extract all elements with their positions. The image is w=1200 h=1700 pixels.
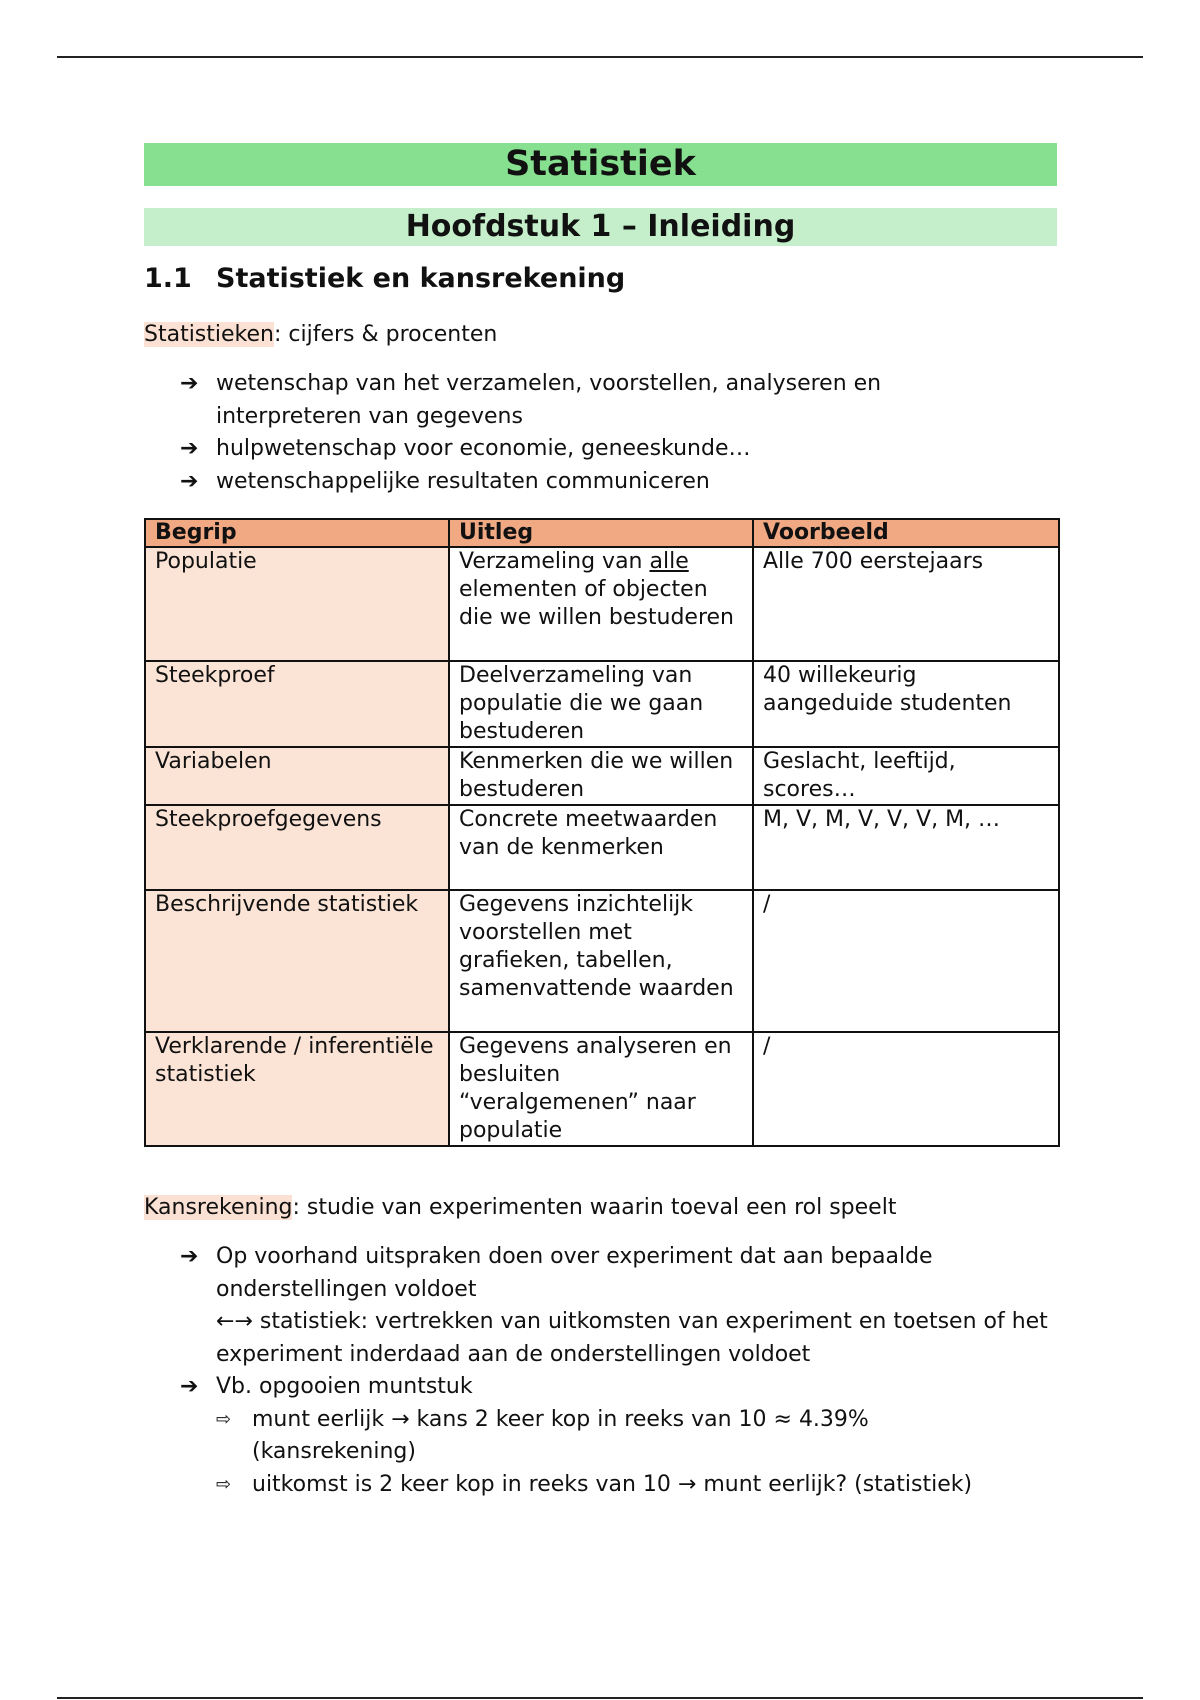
cell-voorbeeld: Alle 700 eerstejaars	[753, 547, 1059, 661]
contrast-note: ←→ statistiek: vertrekken van uitkomsten van experiment en toetsen of het experiment inderdaad aan de onderstellingen voldoet	[216, 1309, 1048, 1367]
bullet-text: wetenschap van het verzamelen, voorstellen, analyseren en interpreteren van gegevens	[216, 371, 882, 429]
cell-voorbeeld: Geslacht, leeftijd, scores…	[753, 747, 1059, 805]
cell-begrip: Verklarende / inferentiële statistiek	[145, 1032, 449, 1146]
table-row	[145, 890, 1059, 1032]
list-item	[180, 466, 940, 499]
column-header-voorbeeld: Voorbeeld	[753, 519, 1059, 547]
bullet-text: wetenschappelijke resultaten communiceren	[216, 468, 710, 494]
kansrekening-definition-text: : studie van experimenten waarin toeval een rol speelt	[292, 1195, 897, 1220]
cell-begrip: Variabelen	[145, 747, 449, 805]
outline-right-arrow-icon: ⇨	[216, 1408, 232, 1430]
bold-right-arrow-icon: ➔	[180, 468, 199, 494]
table-row	[145, 1032, 1059, 1146]
cell-voorbeeld: /	[753, 1032, 1059, 1146]
uitleg-text: Verzameling van	[459, 549, 650, 574]
sub-bullet-text: munt eerlijk → kans 2 keer kop in reeks van 10 ≈ 4.39% (kansrekening)	[252, 1406, 869, 1464]
definitions-table	[144, 518, 1060, 1147]
cell-voorbeeld: /	[753, 890, 1059, 1032]
bullet-text: Op voorhand uitspraken doen over experiment dat aan bepaalde onderstellingen voldoet	[216, 1244, 933, 1302]
section-number: 1.1	[144, 263, 192, 294]
table-row	[145, 805, 1059, 890]
statistieken-definition-text: : cijfers & procenten	[273, 322, 498, 347]
kansrekening-term: Kansrekening	[144, 1195, 293, 1220]
bullet-text: Vb. opgooien muntstuk	[216, 1374, 473, 1399]
kansrekening-definition	[144, 1192, 896, 1224]
bold-right-arrow-icon: ➔	[180, 1374, 199, 1399]
bullet-text: hulpwetenschap voor economie, geneeskunde…	[216, 436, 751, 461]
table-row	[145, 747, 1059, 805]
cell-uitleg: Deelverzameling van populatie die we gaan bestuderen	[449, 661, 753, 747]
list-item	[216, 1469, 1060, 1502]
kansrekening-bullet-list	[180, 1241, 1060, 1501]
bold-right-arrow-icon: ➔	[180, 436, 199, 461]
cell-uitleg: Concrete meetwaarden van de kenmerken	[449, 805, 753, 890]
bold-right-arrow-icon: ➔	[180, 1244, 199, 1269]
document-title: Statistiek	[144, 143, 1057, 186]
list-item	[216, 1404, 942, 1469]
cell-begrip: Populatie	[145, 547, 449, 661]
table-header-row	[145, 519, 1059, 547]
cell-uitleg	[449, 547, 753, 661]
section-heading	[144, 263, 625, 294]
cell-uitleg: Gegevens inzichtelijk voorstellen met grafieken, tabellen, samenvattende waarden	[449, 890, 753, 1032]
table-row	[145, 661, 1059, 747]
page-bottom-rule	[57, 1697, 1143, 1699]
list-item	[180, 368, 940, 433]
statistieken-bullet-list	[180, 368, 940, 498]
uitleg-emphasis: alle	[649, 549, 689, 574]
cell-voorbeeld: M, V, M, V, V, V, M, …	[753, 805, 1059, 890]
cell-voorbeeld: 40 willekeurig aangeduide studenten	[753, 661, 1059, 747]
list-item	[180, 1241, 1060, 1371]
cell-uitleg: Kenmerken die we willen bestuderen	[449, 747, 753, 805]
page-top-rule	[57, 56, 1143, 58]
uitleg-text: elementen of objecten die we willen bestuderen	[459, 577, 734, 630]
sub-bullet-list	[216, 1404, 1060, 1502]
outline-right-arrow-icon: ⇨	[216, 1473, 232, 1495]
column-header-uitleg: Uitleg	[449, 519, 753, 547]
sub-bullet-text: uitkomst is 2 keer kop in reeks van 10 → munt eerlijk? (statistiek)	[252, 1471, 973, 1497]
cell-uitleg: Gegevens analyseren en besluiten “veralgemenen” naar populatie	[449, 1032, 753, 1146]
cell-begrip: Steekproefgegevens	[145, 805, 449, 890]
column-header-begrip: Begrip	[145, 519, 449, 547]
cell-begrip: Steekproef	[145, 661, 449, 747]
statistieken-term: Statistieken	[144, 322, 274, 347]
chapter-heading: Hoofdstuk 1 – Inleiding	[144, 208, 1057, 246]
table-row	[145, 547, 1059, 661]
list-item	[180, 433, 940, 466]
statistieken-definition	[144, 319, 497, 351]
bold-right-arrow-icon: ➔	[180, 371, 199, 396]
list-item	[180, 1371, 1060, 1501]
cell-begrip: Beschrijvende statistiek	[145, 890, 449, 1032]
section-title: Statistiek en kansrekening	[216, 263, 626, 294]
